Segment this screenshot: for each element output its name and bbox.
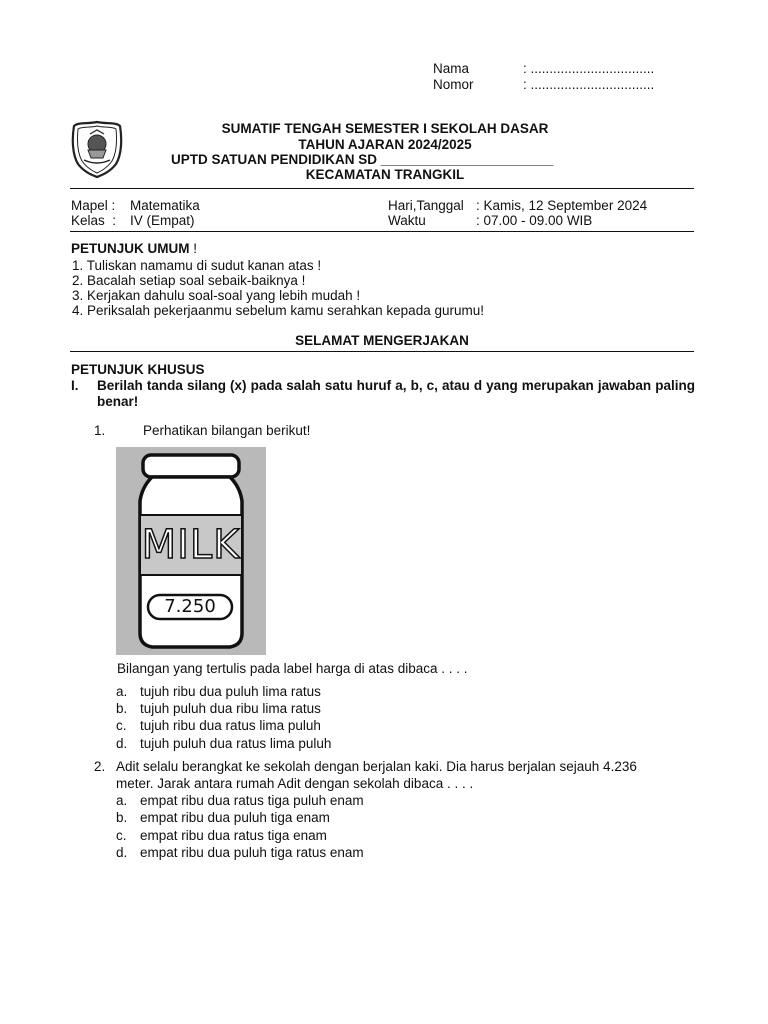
name-field[interactable]: : .................................	[523, 61, 655, 76]
question-1-option-c[interactable]	[116, 718, 416, 734]
class-label: Kelas :	[71, 213, 117, 228]
option-letter: b.	[116, 701, 128, 716]
special-instructions-title: PETUNJUK KHUSUS	[71, 362, 205, 377]
question-1-option-b[interactable]	[116, 701, 416, 717]
time-label: Waktu	[388, 213, 426, 228]
general-instruction-item: 3. Kerjakan dahulu soal-soal yang lebih mudah !	[72, 288, 361, 303]
subject-value: Matematika	[130, 198, 200, 213]
option-text: tujuh ribu dua puluh lima ratus	[140, 684, 321, 699]
greeting-divider	[70, 351, 694, 352]
question-2-text-line-1: Adit selalu berangkat ke sekolah dengan berjalan kaki. Dia harus berjalan sejauh 4.236	[116, 759, 637, 774]
question-1-number: 1.	[94, 423, 106, 438]
milk-price-tag: 7.250	[164, 596, 216, 617]
class-value: IV (Empat)	[130, 213, 195, 228]
school-unit-line: UPTD SATUAN PENDIDIKAN SD _______________________	[171, 152, 554, 167]
question-2-option-d[interactable]	[116, 845, 436, 861]
question-2-option-b[interactable]	[116, 810, 436, 826]
section-number: I.	[71, 378, 79, 393]
option-letter: a.	[116, 684, 128, 699]
general-instruction-item: 2. Bacalah setiap soal sebaik-baiknya !	[72, 273, 306, 288]
general-instructions-mark: !	[193, 241, 198, 256]
option-text: empat ribu dua ratus tiga enam	[140, 828, 327, 843]
academic-year: TAHUN AJARAN 2024/2025	[298, 137, 472, 152]
question-1-option-a[interactable]	[116, 684, 416, 700]
info-divider	[70, 231, 694, 232]
header-divider	[70, 188, 694, 189]
name-label: Nama	[433, 61, 470, 76]
section-instruction: Berilah tanda silang (x) pada salah satu huruf a, b, c, atau d yang merupakan jawaban paling benar!	[97, 378, 695, 409]
greeting-heading: SELAMAT MENGERJAKAN	[295, 333, 469, 348]
option-text: tujuh ribu dua ratus lima puluh	[140, 718, 321, 733]
question-2-option-c[interactable]	[116, 828, 436, 844]
question-1-option-d[interactable]	[116, 736, 416, 752]
general-instruction-item: 4. Periksalah pekerjaanmu sebelum kamu serahkan kepada gurumu!	[72, 303, 484, 318]
option-letter: c.	[116, 718, 127, 733]
question-1-intro: Perhatikan bilangan berikut!	[143, 423, 311, 438]
option-text: empat ribu dua puluh tiga enam	[140, 810, 330, 825]
option-letter: b.	[116, 810, 128, 825]
option-text: tujuh puluh dua ratus lima puluh	[140, 736, 332, 751]
general-instructions-heading: PETUNJUK UMUM	[71, 241, 190, 256]
date-value: : Kamis, 12 September 2024	[476, 198, 648, 213]
question-2-option-a[interactable]	[116, 793, 436, 809]
exam-title: SUMATIF TENGAH SEMESTER I SEKOLAH DASAR	[221, 121, 549, 136]
time-value: : 07.00 - 09.00 WIB	[476, 213, 593, 228]
number-field[interactable]: : .................................	[523, 77, 655, 92]
date-label: Hari,Tanggal	[388, 198, 464, 213]
option-letter: d.	[116, 736, 128, 751]
option-text: empat ribu dua puluh tiga ratus enam	[140, 845, 364, 860]
milk-bottle-image	[116, 447, 266, 655]
school-emblem-logo	[70, 120, 124, 178]
milk-label-text: MILK	[141, 522, 241, 568]
option-letter: a.	[116, 793, 128, 808]
number-label: Nomor	[433, 77, 474, 92]
question-2-number: 2.	[94, 759, 106, 774]
question-2-text-line-2: meter. Jarak antara rumah Adit dengan sekolah dibaca . . . .	[116, 776, 474, 791]
option-letter: c.	[116, 828, 127, 843]
general-instructions-title	[71, 241, 197, 256]
option-text: tujuh puluh dua ribu lima ratus	[140, 701, 321, 716]
option-letter: d.	[116, 845, 128, 860]
general-instruction-item: 1. Tuliskan namamu di sudut kanan atas !	[72, 258, 322, 273]
district-name: KECAMATAN TRANGKIL	[305, 167, 465, 182]
identity-block	[433, 61, 693, 95]
subject-label: Mapel :	[71, 198, 116, 213]
option-text: empat ribu dua ratus tiga puluh enam	[140, 793, 364, 808]
question-1-prompt: Bilangan yang tertulis pada label harga di atas dibaca . . . .	[117, 661, 468, 676]
